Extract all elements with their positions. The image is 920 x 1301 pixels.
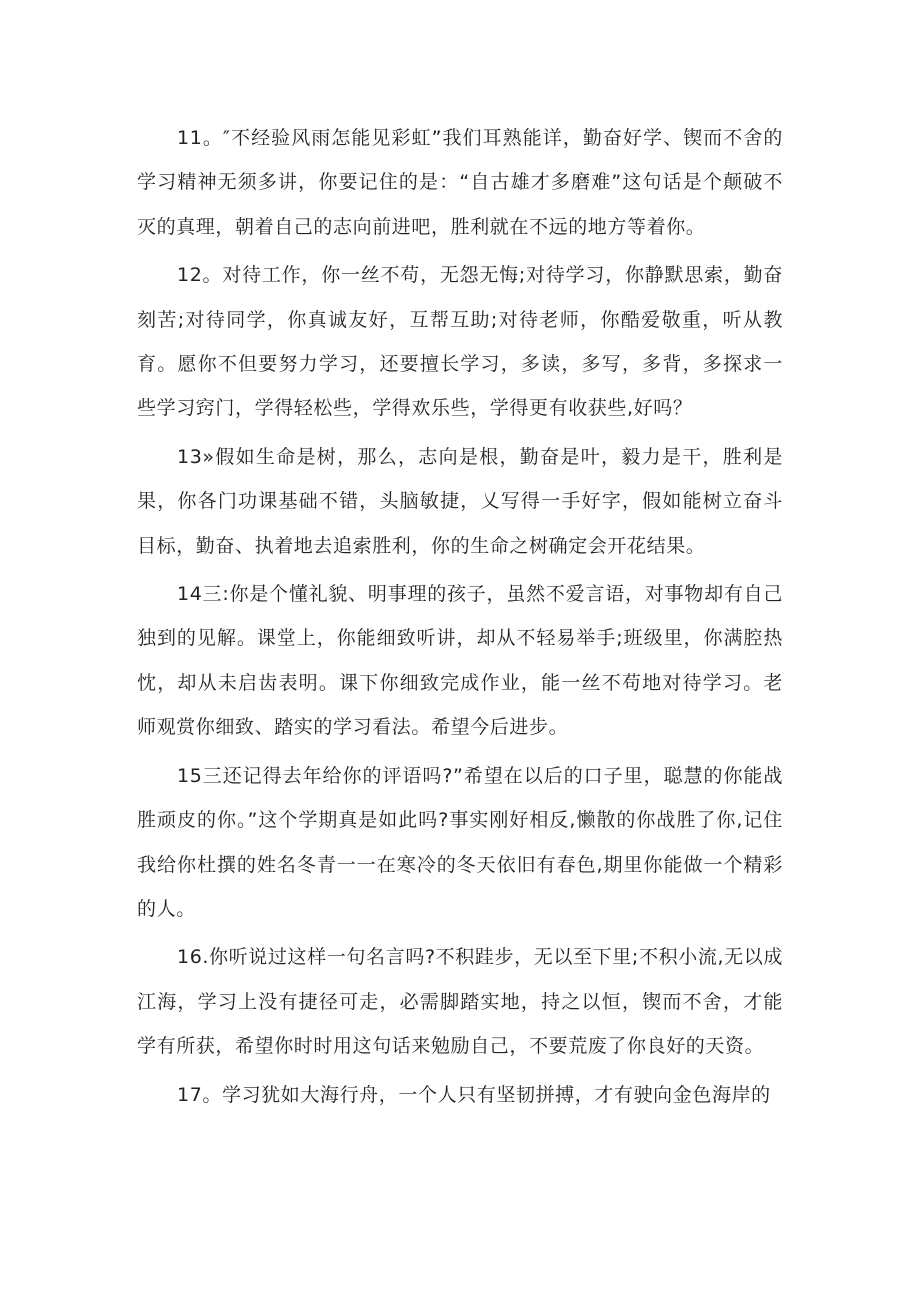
paragraph-15: 15三还记得去年给你的评语吗?”希望在以后的口子里，聪慧的你能战胜顽皮的你。”这个学期真是如此吗?事实刚好相反,懒散的你战胜了你,记住我给你杜撰的姓名冬青一一在寒冷的冬天依旧有春色,期里你能做一个精彩的人。 [137, 764, 783, 920]
document-body [137, 116, 783, 1121]
paragraph-12: 12。对待工作，你一丝不苟，无怨无悔;对待学习，你静默思索，勤奋刻苦;对待同学，你真诚友好，互帮互助;对待老师，你酷爱敬重，听从教育。愿你不但要努力学习，还要擅长学习，多读，多写，多背，多探求一些学习窍门，学得轻松些，学得欢乐些，学得更有收获些,好吗？ [137, 264, 783, 420]
paragraph-17: 17。学习犹如大海行舟，一个人只有坚韧拼搏，才有驶向金色海岸的 [177, 1083, 771, 1106]
paragraph-13: 13»假如生命是树，那么，志向是根，勤奋是叶，毅力是干，胜利是果，你各门功课基础不错，头脑敏捷，乂写得一手好字，假如能树立奋斗目标，勤奋、执着地去追索胜利，你的生命之树确定会开花结果。 [137, 445, 783, 557]
paragraph-16: 16.你听说过这样一句名言吗?不积跬步，无以至下里;不积小流,无以成江海，学习上没有捷径可走，必需脚踏实地，持之以恒，锲而不舍，才能学有所获，希望你时时用这句话来勉励自己，不要荒废了你良好的天资。 [137, 946, 783, 1058]
paragraph-11: 11。″不经验风雨怎能见彩虹”我们耳熟能详，勤奋好学、锲而不舍的学习精神无须多讲，你要记住的是：“自古雄才多磨难”这句话是个颠破不灭的真理，朝着自己的志向前进吧，胜利就在不远的地方等着你。 [137, 127, 783, 238]
paragraph-14: 14三:你是个懂礼貌、明事理的孩子，虽然不爱言语，对事物却有自己独到的见解。课堂上，你能细致听讲，却从不轻易举手;班级里，你满腔热忱，却从未启齿表明。课下你细致完成作业，能一丝不苟地对待学习。老师观赏你细致、踏实的学习看法。希望今后进步。 [137, 583, 783, 739]
